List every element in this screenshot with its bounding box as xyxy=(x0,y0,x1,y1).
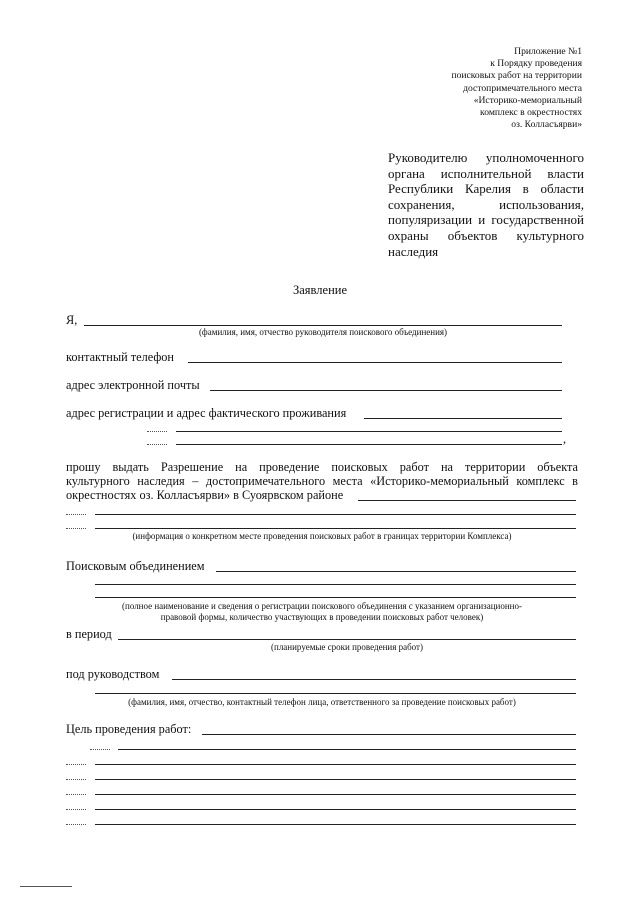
purpose-label: Цель проведения работ: xyxy=(66,722,192,736)
association-field[interactable] xyxy=(216,571,576,572)
appendix-line: к Порядку проведения xyxy=(490,58,582,70)
address-label: адрес регистрации и адрес фактического проживания xyxy=(66,406,347,420)
leader-field[interactable] xyxy=(172,679,576,680)
purpose-field[interactable] xyxy=(202,734,576,735)
document-title: Заявление xyxy=(292,283,347,297)
full-name-field[interactable] xyxy=(84,325,562,326)
recipient-line: сохранения, использования, xyxy=(388,196,584,212)
address-field-line-2[interactable] xyxy=(176,431,562,432)
place-field-line-1[interactable] xyxy=(95,514,576,515)
purpose-dotted-mark xyxy=(66,824,86,825)
email-field[interactable] xyxy=(210,390,562,391)
recipient-line: наследия xyxy=(388,243,439,259)
leader-label: под руководством xyxy=(66,667,160,681)
purpose-field-line-6[interactable] xyxy=(95,809,576,810)
period-label: в период xyxy=(66,627,112,641)
association-hint-1: (полное наименование и сведения о регистрации поискового объединения с указанием организационно- xyxy=(122,601,522,611)
purpose-field-line-4[interactable] xyxy=(95,779,576,780)
leader-field-line-2[interactable] xyxy=(95,693,576,694)
email-label: адрес электронной почты xyxy=(66,378,200,392)
request-paragraph xyxy=(66,461,578,502)
address-end-comma: , xyxy=(563,432,567,446)
association-field-line-2[interactable] xyxy=(95,584,576,585)
appendix-line: поисковых работ на территории xyxy=(451,70,582,82)
place-dotted-mark xyxy=(66,514,86,515)
purpose-field-line-7[interactable] xyxy=(95,824,576,825)
footnote-separator xyxy=(20,886,72,887)
request-line: окрестностях оз. Колласъярви» в Суоярвском районе xyxy=(66,487,344,502)
purpose-dotted-mark xyxy=(66,764,86,765)
recipient-line: популяризации и государственной xyxy=(388,212,584,228)
address-field[interactable] xyxy=(364,418,562,419)
purpose-dotted-mark xyxy=(90,749,110,750)
purpose-dotted-mark xyxy=(66,809,86,810)
association-label: Поисковым объединением xyxy=(66,559,205,573)
request-field[interactable] xyxy=(358,500,576,501)
place-hint: (информация о конкретном месте проведения поисковых работ в границах территории Комплекса) xyxy=(132,531,512,541)
request-line: прошу выдать Разрешение на проведение поисковых работ на территории объекта xyxy=(66,460,578,474)
address-dotted-mark xyxy=(147,444,167,445)
purpose-field-line-2[interactable] xyxy=(118,749,576,750)
address-dotted-mark xyxy=(147,431,167,432)
purpose-field-line-5[interactable] xyxy=(95,794,576,795)
place-field-line-2[interactable] xyxy=(95,528,576,529)
appendix-line: достопримечательного места xyxy=(463,82,582,94)
phone-label: контактный телефон xyxy=(66,350,175,364)
full-name-hint: (фамилия, имя, отчество руководителя поискового объединения) xyxy=(198,327,448,337)
recipient-line: Руководителю уполномоченного xyxy=(388,150,584,165)
address-field-line-3[interactable] xyxy=(176,444,562,445)
purpose-field-line-3[interactable] xyxy=(95,764,576,765)
recipient-line: органа исполнительной власти xyxy=(388,165,584,181)
period-field[interactable] xyxy=(118,639,576,640)
appendix-line: комплекс в окрестностях xyxy=(480,107,582,119)
recipient-address xyxy=(388,150,584,259)
appendix-line: «Историко-мемориальный xyxy=(473,94,582,106)
recipient-line: охраны объектов культурного xyxy=(388,227,584,243)
association-hint-2: правовой формы, количество участвующих в проведении поисковых работ человек) xyxy=(160,612,484,622)
i-label: Я, xyxy=(66,313,78,327)
request-line: культурного наследия – достопримечательного места «Историко-мемориальный комплекс в xyxy=(66,473,578,488)
period-hint: (планируемые сроки проведения работ) xyxy=(271,642,423,652)
purpose-dotted-mark xyxy=(66,794,86,795)
place-dotted-mark xyxy=(66,528,86,529)
appendix-reference xyxy=(360,46,582,131)
purpose-dotted-mark xyxy=(66,779,86,780)
appendix-line: оз. Колласъярви» xyxy=(511,119,582,131)
appendix-line: Приложение №1 xyxy=(514,46,582,57)
recipient-line: Республики Карелия в области xyxy=(388,181,584,197)
phone-field[interactable] xyxy=(188,362,562,363)
leader-hint: (фамилия, имя, отчество, контактный телефон лица, ответственного за проведение поисковых работ) xyxy=(128,697,516,707)
association-field-line-3[interactable] xyxy=(95,597,576,598)
